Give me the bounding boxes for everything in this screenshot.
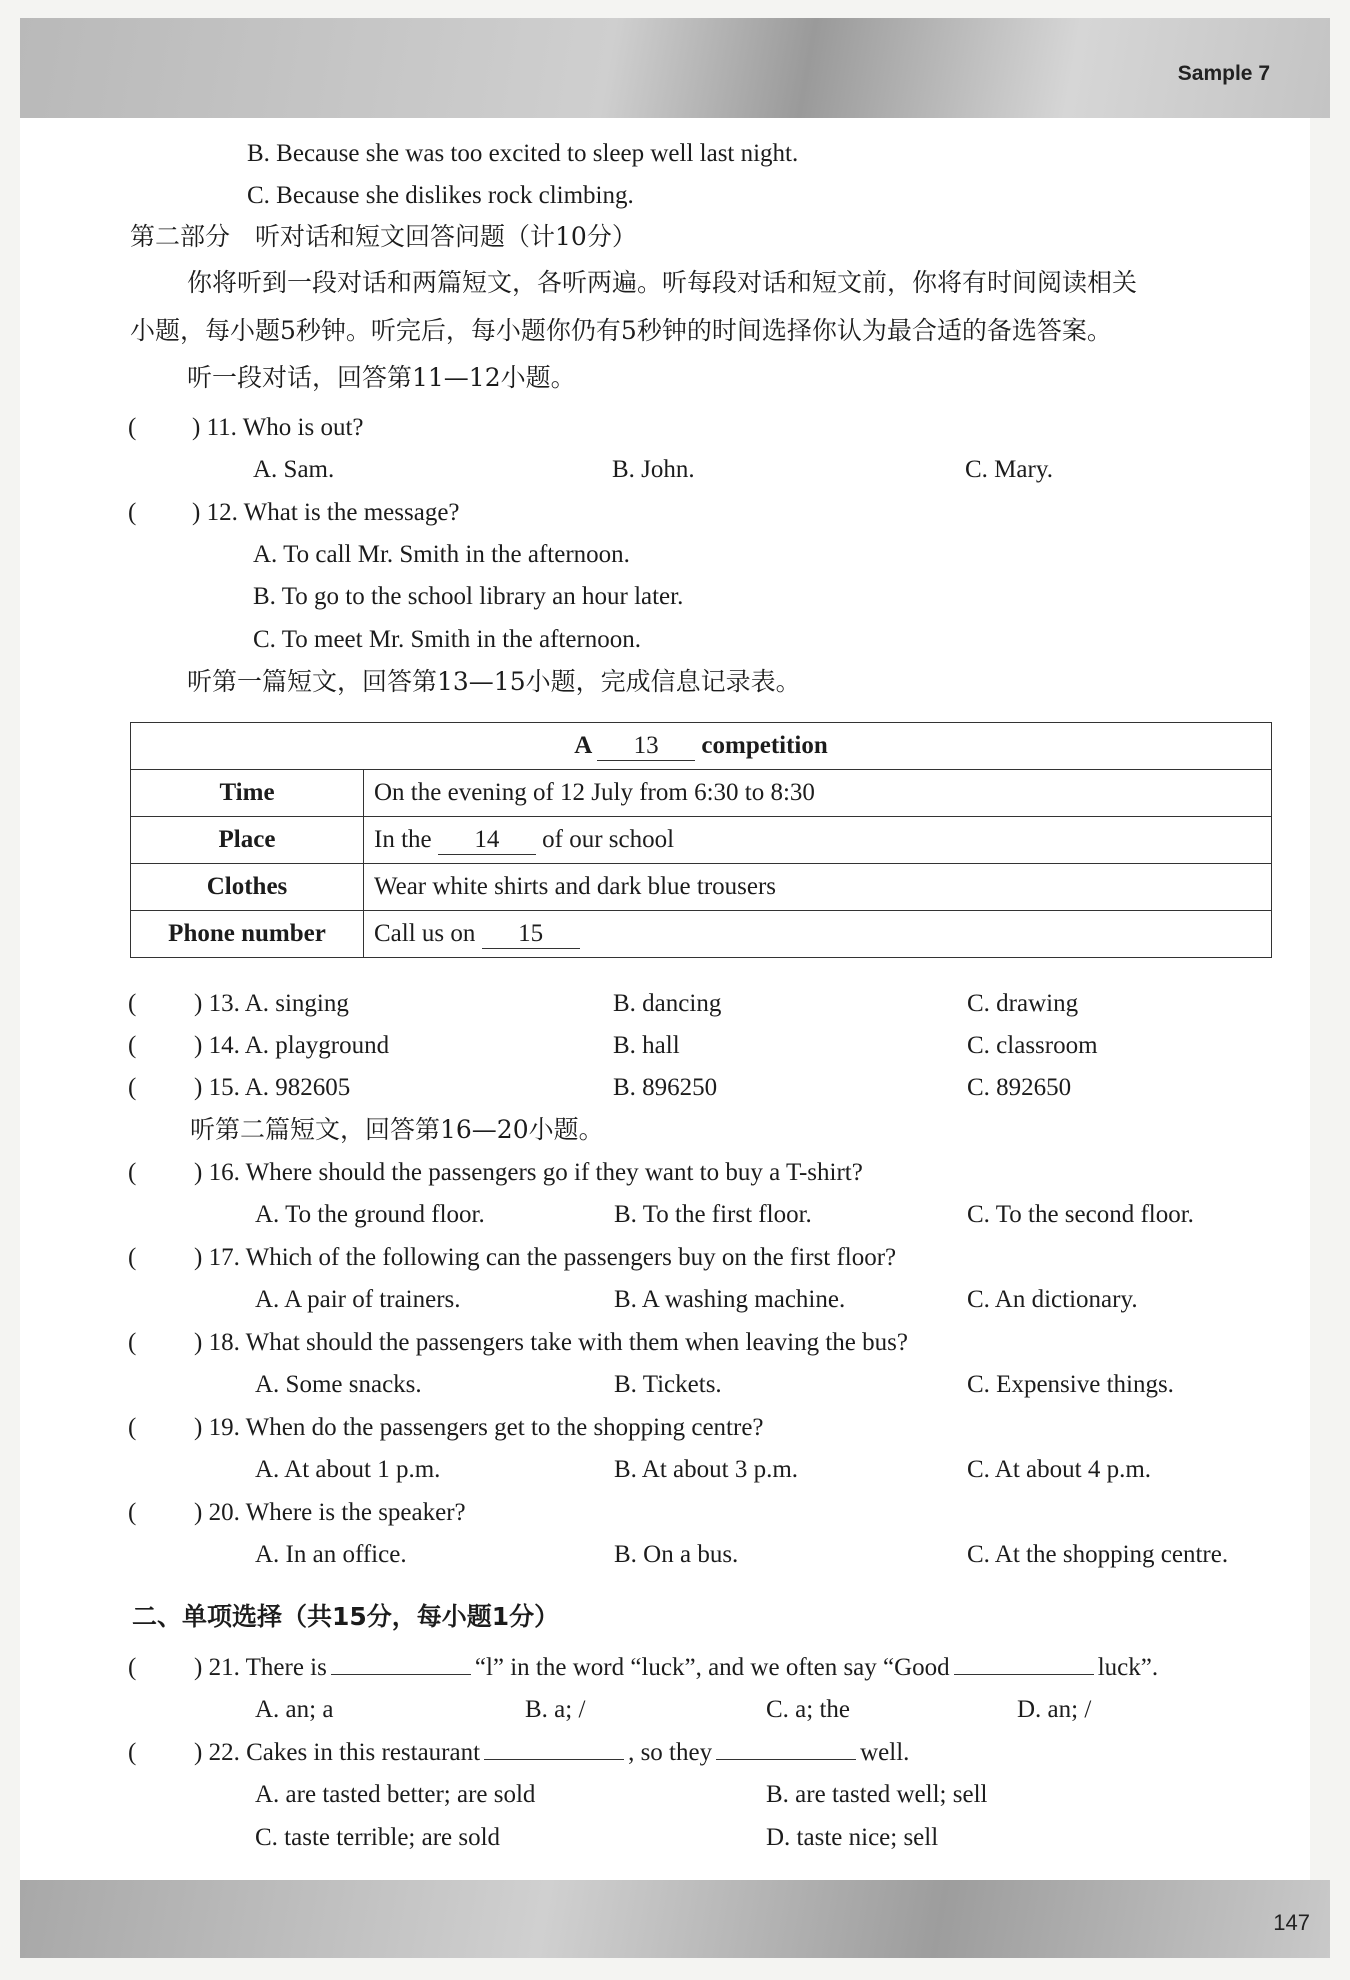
question-12-option-b: B. To go to the school library an hour later.: [253, 583, 684, 610]
q21-text-2: “l” in the word “luck”, and we often say “Good: [474, 1654, 950, 1681]
question-18-option-a: A. Some snacks.: [255, 1371, 422, 1398]
q21-blank-2[interactable]: [954, 1656, 1094, 1675]
row-value-place: [364, 817, 1272, 864]
question-19-option-c: C. At about 4 p.m.: [967, 1456, 1152, 1483]
table-row: [131, 817, 1272, 864]
table-row: [131, 911, 1272, 958]
question-12-option-c: C. To meet Mr. Smith in the afternoon.: [253, 626, 642, 653]
question-16-option-c: C. To the second floor.: [967, 1201, 1194, 1228]
answer-bracket-15[interactable]: (: [128, 1074, 137, 1101]
question-20-option-a: A. In an office.: [255, 1541, 407, 1568]
question-21-option-c: C. a; the: [766, 1696, 851, 1723]
question-11-option-b: B. John.: [612, 456, 695, 483]
question-18-stem: ) 18. What should the passengers take with them when leaving the bus?: [194, 1329, 908, 1356]
answer-bracket-21[interactable]: (: [128, 1654, 137, 1681]
question-11-stem: ) 11. Who is out?: [192, 414, 364, 441]
row-label-phone: Phone number: [131, 911, 364, 958]
question-14-option-c: C. classroom: [967, 1032, 1098, 1059]
question-15-option-b: B. 896250: [613, 1074, 718, 1101]
place-pre: In the: [374, 825, 432, 853]
answer-bracket-16[interactable]: (: [128, 1159, 137, 1186]
row-label-place: Place: [131, 817, 364, 864]
top-scan-band: [20, 18, 1330, 118]
part2-instruction-line1: 你将听到一段对话和两篇短文，各听两遍。听每段对话和短文前，你将有时间阅读相关: [187, 268, 1138, 297]
question-20-option-b: B. On a bus.: [614, 1541, 739, 1568]
answer-bracket-20[interactable]: (: [128, 1499, 137, 1526]
question-13-option-c: C. drawing: [967, 990, 1079, 1017]
question-11-option-a: A. Sam.: [253, 456, 335, 483]
question-11-option-c: C. Mary.: [965, 456, 1053, 483]
q22-blank-2[interactable]: [716, 1741, 856, 1760]
question-16-option-a: A. To the ground floor.: [255, 1201, 485, 1228]
q21-text-3: luck”.: [1097, 1654, 1159, 1681]
prev-option-b: B. Because she was too excited to sleep well last night.: [247, 140, 799, 167]
table-title-post: competition: [701, 731, 828, 759]
question-12-stem: ) 12. What is the message?: [192, 499, 460, 526]
question-16-option-b: B. To the first floor.: [614, 1201, 812, 1228]
question-22-option-b: B. are tasted well; sell: [766, 1781, 988, 1808]
question-15-stem: ) 15. A. 982605: [194, 1074, 351, 1101]
answer-bracket-14[interactable]: (: [128, 1032, 137, 1059]
question-17-option-c: C. An dictionary.: [967, 1286, 1138, 1313]
row-value-phone: [364, 911, 1272, 958]
passage2-intro: 听第二篇短文，回答第16—20小题。: [190, 1115, 604, 1144]
blank-13[interactable]: 13: [597, 732, 695, 761]
passage1-intro: 听第一篇短文，回答第13—15小题，完成信息记录表。: [187, 667, 801, 696]
question-13-option-b: B. dancing: [613, 990, 722, 1017]
part2-instruction-line2: 小题，每小题5秒钟。听完后，每小题你仍有5秒钟的时间选择你认为最合适的备选答案。: [130, 316, 1112, 345]
answer-bracket-13[interactable]: (: [128, 990, 137, 1017]
blank-14[interactable]: 14: [438, 826, 536, 855]
table-title-cell: [131, 723, 1272, 770]
row-label-time: Time: [131, 770, 364, 817]
q21-text-1: ) 21. There is: [194, 1654, 327, 1681]
place-post: of our school: [542, 825, 675, 853]
section2-title: 二、单项选择（共15分，每小题1分）: [132, 1602, 560, 1631]
question-22-option-d: D. taste nice; sell: [766, 1824, 939, 1851]
question-21-stem: [194, 1655, 1158, 1680]
q22-text-2: , so they: [628, 1739, 713, 1766]
question-12-option-a: A. To call Mr. Smith in the afternoon.: [253, 541, 630, 568]
table-row: [131, 864, 1272, 911]
answer-bracket-19[interactable]: (: [128, 1414, 137, 1441]
question-19-option-b: B. At about 3 p.m.: [614, 1456, 799, 1483]
question-14-stem: ) 14. A. playground: [194, 1032, 390, 1059]
question-21-option-b: B. a; /: [525, 1696, 586, 1723]
table-title-row: [131, 723, 1272, 770]
question-21-option-a: A. an; a: [255, 1696, 334, 1723]
question-17-stem: ) 17. Which of the following can the passengers buy on the first floor?: [194, 1244, 897, 1271]
answer-bracket-12[interactable]: (: [128, 499, 137, 526]
question-14-option-b: B. hall: [613, 1032, 680, 1059]
question-22-option-c: C. taste terrible; are sold: [255, 1824, 501, 1851]
part2-title: 第二部分 听对话和短文回答问题（计10分）: [130, 222, 637, 251]
answer-bracket-22[interactable]: (: [128, 1739, 137, 1766]
row-value-time: On the evening of 12 July from 6:30 to 8:30: [364, 770, 1272, 817]
table-title-pre: A: [574, 731, 591, 759]
bottom-scan-band: [20, 1880, 1330, 1958]
q22-text-1: ) 22. Cakes in this restaurant: [194, 1739, 481, 1766]
question-18-option-c: C. Expensive things.: [967, 1371, 1174, 1398]
dialogue-intro: 听一段对话，回答第11—12小题。: [187, 363, 576, 392]
blank-15[interactable]: 15: [482, 920, 580, 949]
question-22-option-a: A. are tasted better; are sold: [255, 1781, 536, 1808]
answer-bracket-11[interactable]: (: [128, 414, 137, 441]
prev-option-c: C. Because she dislikes rock climbing.: [247, 182, 634, 209]
question-20-option-c: C. At the shopping centre.: [967, 1541, 1229, 1568]
question-19-stem: ) 19. When do the passengers get to the shopping centre?: [194, 1414, 764, 1441]
q21-blank-1[interactable]: [331, 1656, 471, 1675]
info-record-table: [130, 722, 1272, 958]
question-16-stem: ) 16. Where should the passengers go if they want to buy a T-shirt?: [194, 1159, 863, 1186]
question-17-option-a: A. A pair of trainers.: [255, 1286, 461, 1313]
question-13-stem: ) 13. A. singing: [194, 990, 349, 1017]
q22-blank-1[interactable]: [484, 1741, 624, 1760]
question-20-stem: ) 20. Where is the speaker?: [194, 1499, 466, 1526]
q22-text-3: well.: [860, 1739, 910, 1766]
answer-bracket-18[interactable]: (: [128, 1329, 137, 1356]
question-19-option-a: A. At about 1 p.m.: [255, 1456, 441, 1483]
row-label-clothes: Clothes: [131, 864, 364, 911]
question-17-option-b: B. A washing machine.: [614, 1286, 846, 1313]
question-18-option-b: B. Tickets.: [614, 1371, 722, 1398]
phone-pre: Call us on: [374, 919, 476, 947]
table-row: [131, 770, 1272, 817]
row-value-clothes: Wear white shirts and dark blue trousers: [364, 864, 1272, 911]
sample-label: Sample 7: [1177, 62, 1270, 85]
question-21-option-d: D. an; /: [1017, 1696, 1092, 1723]
question-15-option-c: C. 892650: [967, 1074, 1072, 1101]
question-22-stem: [194, 1740, 909, 1765]
page-number: 147: [1273, 1910, 1310, 1935]
answer-bracket-17[interactable]: (: [128, 1244, 137, 1271]
